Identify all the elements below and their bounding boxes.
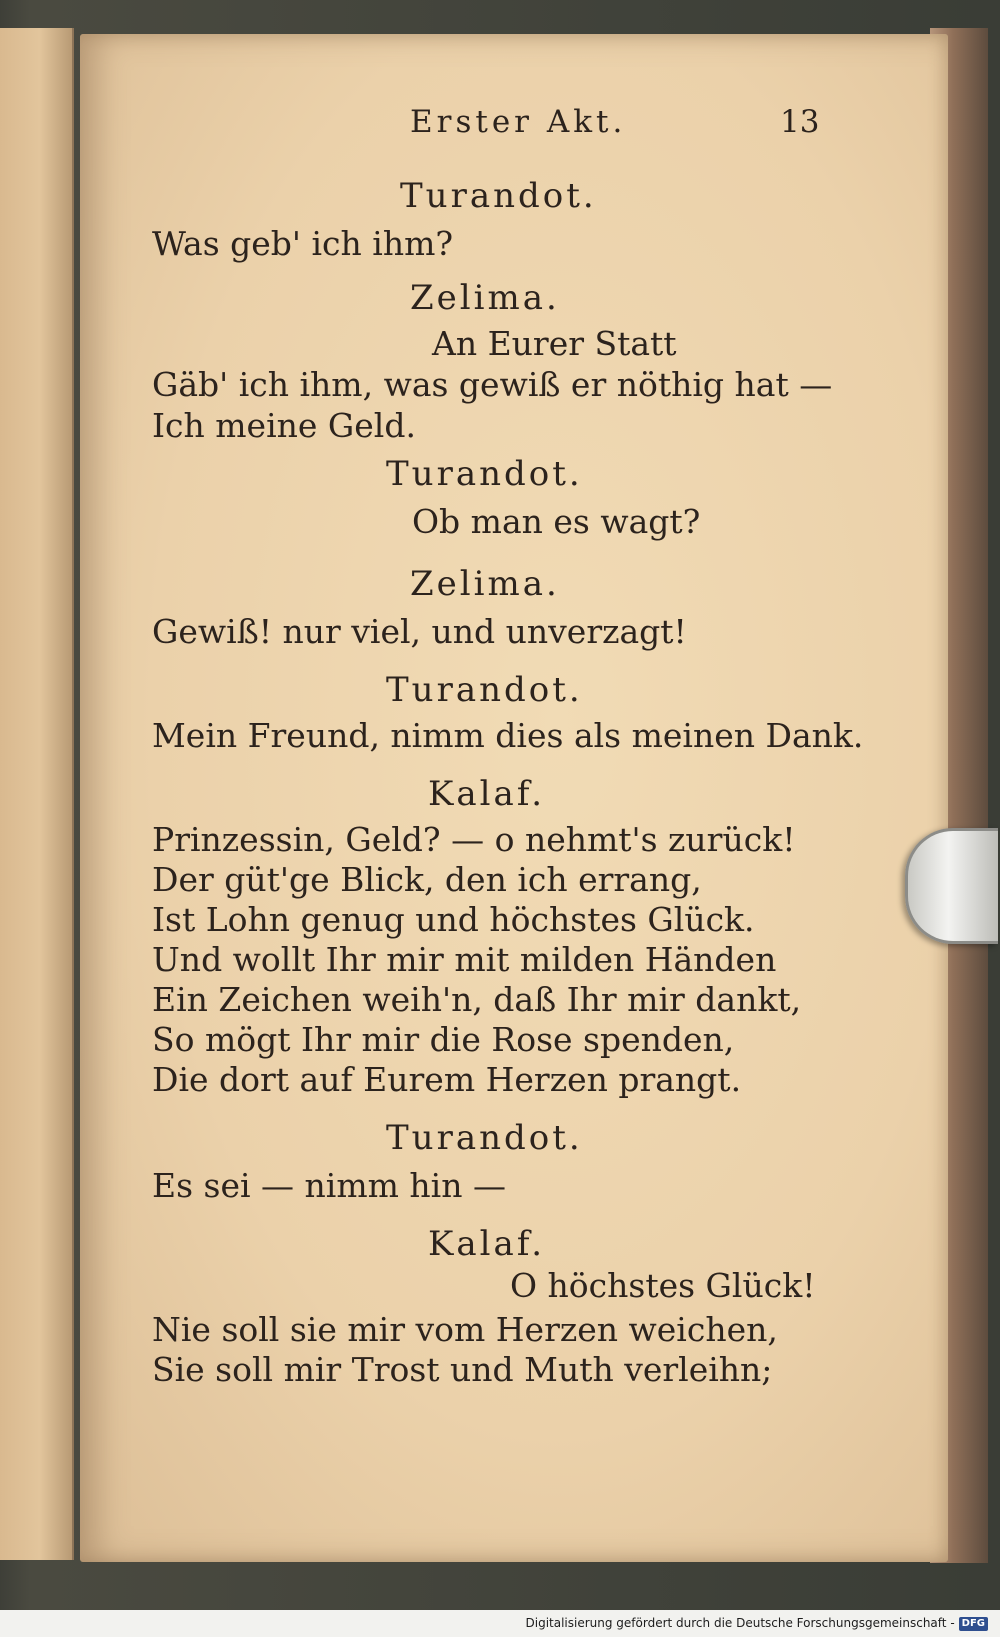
running-header: Erster Akt. [410,104,627,140]
verse-line: Ob man es wagt? [412,502,701,541]
verse-line: Ist Lohn genug und höchstes Glück. [152,900,755,939]
credit-text: Digitalisierung gefördert durch die Deutsche Forschungsgemeinschaft - [525,1616,955,1630]
speaker-turandot: Turandot. [400,176,597,216]
page-number: 13 [780,104,820,140]
speaker-turandot: Turandot. [386,1118,583,1158]
verse-line: O höchstes Glück! [510,1266,816,1305]
speaker-zelima: Zelima. [410,564,560,604]
speaker-turandot: Turandot. [386,670,583,710]
speaker-kalaf: Kalaf. [428,774,545,814]
verse-line: Was geb' ich ihm? [152,224,454,263]
left-page-edge [0,28,74,1560]
verse-line: Mein Freund, nimm dies als meinen Dank. [152,716,864,755]
verse-line: Die dort auf Eurem Herzen prangt. [152,1060,742,1099]
verse-line: So mögt Ihr mir die Rose spenden, [152,1020,735,1059]
dfg-logo: DFG [959,1617,988,1631]
verse-line: Ich meine Geld. [152,406,416,445]
verse-line: Es sei — nimm hin — [152,1166,506,1205]
verse-line: Gäb' ich ihm, was gewiß er nöthig hat — [152,365,833,404]
speaker-zelima: Zelima. [410,278,560,318]
verse-line: Sie soll mir Trost und Muth verleihn; [152,1350,773,1389]
digitization-credit [526,1616,989,1631]
verse-line: Der güt'ge Blick, den ich errang, [152,860,702,899]
verse-line: An Eurer Statt [432,324,677,363]
speaker-kalaf: Kalaf. [428,1224,545,1264]
verse-line: Gewiß! nur viel, und unverzagt! [152,612,687,651]
page-text [80,34,948,1562]
verse-line: Nie soll sie mir vom Herzen weichen, [152,1310,778,1349]
speaker-turandot: Turandot. [386,454,583,494]
verse-line: Prinzessin, Geld? — o nehmt's zurück! [152,820,796,859]
verse-line: Ein Zeichen weih'n, daß Ihr mir dankt, [152,980,802,1019]
verse-line: Und wollt Ihr mir mit milden Händen [152,940,777,979]
